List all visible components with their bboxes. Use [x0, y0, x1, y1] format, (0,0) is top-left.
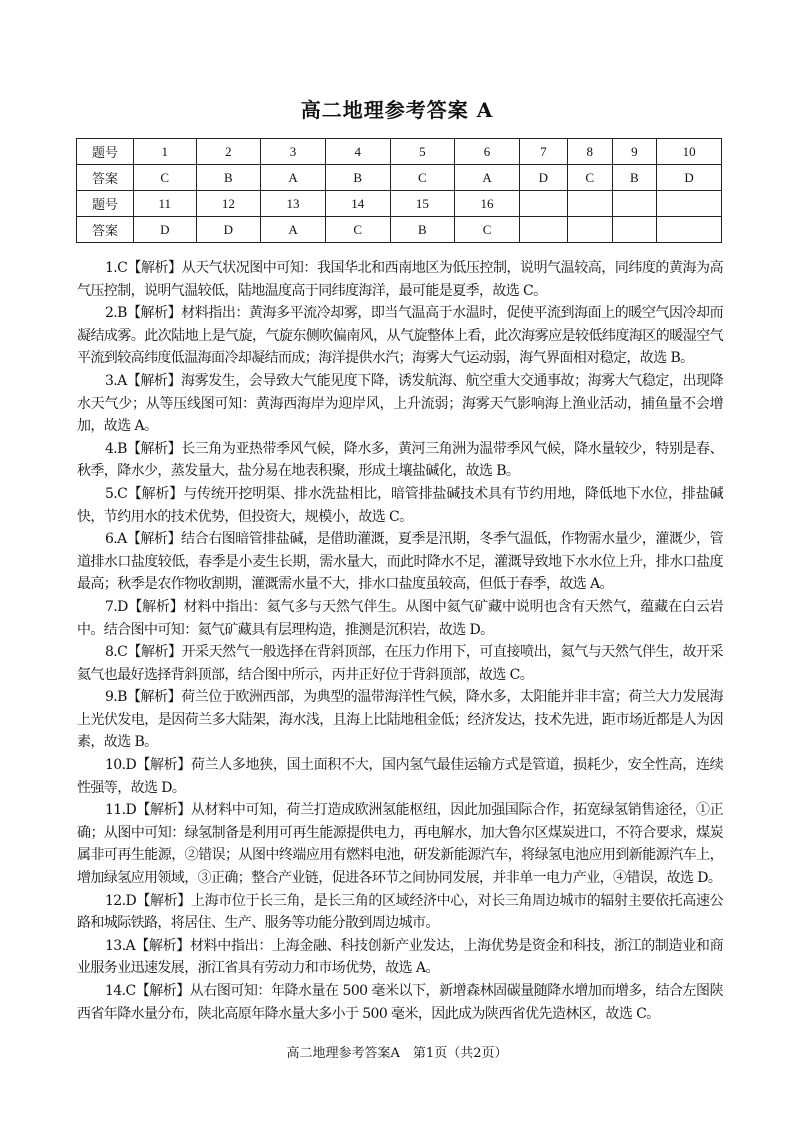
- explanation-paragraph: 1.C【解析】从天气状况图中可知：我国华北和西南地区为低压控制，说明气温较高，同纬度的黄海为高气压控制，说明气温较低，陆地温度高于同纬度海洋，最可能是夏季，故选 C。: [77, 260, 723, 299]
- table-cell: [567, 217, 612, 243]
- table-cell: 4: [325, 139, 390, 165]
- table-cell: 12: [196, 191, 261, 217]
- row-header-cell: 答案: [77, 217, 134, 243]
- table-cell: C: [455, 217, 520, 243]
- table-cell: D: [519, 165, 567, 191]
- table-cell: B: [390, 217, 455, 243]
- table-cell: 5: [390, 139, 455, 165]
- table-cell: 2: [196, 139, 261, 165]
- row-header-cell: 题号: [77, 191, 134, 217]
- row-header-cell: 答案: [77, 165, 134, 191]
- table-cell: 3: [261, 139, 326, 165]
- table-cell: C: [390, 165, 455, 191]
- table-cell: A: [261, 165, 326, 191]
- explanation-paragraph: 11.D【解析】从材料中可知，荷兰打造成欧洲氢能枢纽，因此加强国际合作，拓宽绿氢销售途径，①正确；从图中可知：绿氢制备是利用可再生能源提供电力，再电解水，加大鲁尔区煤炭进口，不符合要求，煤炭属非可再生能源，②错误；从图中终端应用有燃料电池，研发新能源汽车，将绿氢电池应用到新能源汽车上，增加绿氢应用领域，③正确；整合产业链，促进各环节之间协同发展，并非单一电力产业，④错误，故选 D。: [77, 802, 723, 887]
- table-cell: 14: [325, 191, 390, 217]
- table-cell: 1: [134, 139, 197, 165]
- table-cell: 6: [455, 139, 520, 165]
- table-cell: 11: [134, 191, 197, 217]
- table-cell: [519, 217, 567, 243]
- table-cell: C: [567, 165, 612, 191]
- table-cell: [519, 191, 567, 217]
- table-cell: [657, 217, 722, 243]
- explanations: [77, 257, 723, 1025]
- table-cell: A: [455, 165, 520, 191]
- explanation-paragraph: 3.A【解析】海雾发生，会导致大气能见度下降，诱发航海、航空重大交通事故；海雾大气稳定，出现降水天气少；从等压线图可知：黄海西海岸为迎岸风，上升流弱；海雾天气影响海上渔业活动，捕鱼量不会增加，故选 A。: [77, 372, 723, 435]
- table-row: [77, 139, 722, 165]
- table-cell: A: [261, 217, 326, 243]
- explanation-paragraph: 10.D【解析】荷兰人多地狭，国土面积不大，国内氢气最佳运输方式是管道，损耗少，安全性高，连续性强等，故选 D。: [77, 757, 723, 796]
- explanation-paragraph: 6.A【解析】结合右图暗管排盐碱，是借助灌溉，夏季是汛期，冬季气温低，作物需水量少，灌溉少，管道排水口盐度较低，春季是小麦生长期，需水量大，而此时降水不足，灌溉导致地下水水位上升，排水口盐度最高；秋季是农作物收割期，灌溉需水量不大，排水口盐度虽较高，但低于春季，故选 A。: [77, 531, 723, 593]
- table-cell: C: [325, 217, 390, 243]
- table-cell: [567, 191, 612, 217]
- table-cell: [657, 191, 722, 217]
- table-cell: 15: [390, 191, 455, 217]
- explanation-paragraph: 7.D【解析】材料中指出：氦气多与天然气伴生。从图中氦气矿藏中说明也含有天然气，蕴藏在白云岩中。结合图中可知：氦气矿藏具有层理构造，推测是沉积岩，故选 D。: [77, 598, 723, 638]
- row-header-cell: 题号: [77, 139, 134, 165]
- table-cell: [612, 191, 657, 217]
- explanation-paragraph: 5.C【解析】与传统开挖明渠、排水洗盐相比，暗管排盐碱技术具有节约用地，降低地下水位，排盐碱快，节约用水的技术优势，但投资大，规模小，故选 C。: [77, 485, 723, 525]
- table-cell: D: [657, 165, 722, 191]
- table-cell: [612, 217, 657, 243]
- table-cell: C: [134, 165, 197, 191]
- table-row: [77, 217, 722, 243]
- explanation-paragraph: 13.A【解析】材料中指出：上海金融、科技创新产业发达，上海优势是资金和科技，浙江的制造业和商业服务业迅速发展，浙江省具有劳动力和市场优势，故选 A。: [77, 937, 723, 977]
- table-cell: B: [196, 165, 261, 191]
- explanation-paragraph: 2.B【解析】材料指出：黄海多平流冷却雾，即当气温高于水温时，促使平流到海面上的暖空气因冷却而凝结成雾。此次陆地上是气旋，气旋东侧吹偏南风，从气旋整体上看，此次海雾应是较低纬度海区的暖湿空气平流到较高纬度低温海面冷却凝结而成；海洋提供水汽；海雾大气运动弱，海气界面相对稳定，故选 B。: [77, 305, 723, 367]
- table-row: [77, 165, 722, 191]
- explanation-paragraph: 4.B【解析】长三角为亚热带季风气候，降水多，黄河三角洲为温带季风气候，降水量较少，特别是春、秋季，降水少，蒸发量大，盐分易在地表积聚，形成土壤盐碱化，故选 B。: [77, 440, 723, 480]
- table-cell: 7: [519, 139, 567, 165]
- table-cell: 16: [455, 191, 520, 217]
- table-row: [77, 191, 722, 217]
- table-cell: 10: [657, 139, 722, 165]
- explanation-paragraph: 9.B【解析】荷兰位于欧洲西部，为典型的温带海洋性气候，降水多，太阳能并非丰富；荷兰大力发展海上光伏发电，是因荷兰多大陆架，海水浅，且海上比陆地租金低；经济发达，技术先进，距市场近都是人为因素，故选 B。: [77, 689, 723, 751]
- table-cell: 8: [567, 139, 612, 165]
- page-footer: 高二地理参考答案A 第1页（共2页）: [286, 1046, 508, 1061]
- explanation-paragraph: 14.C【解析】从右图可知：年降水量在 500 毫米以下，新增森林固碳量随降水增加而增多，结合左图陕西省年降水量分布，陕北高原年降水量大多小于 500 毫米，因此成为陕西省优先造林区，故选 C。: [77, 983, 723, 1022]
- table-cell: B: [325, 165, 390, 191]
- answer-table: [76, 138, 722, 243]
- table-cell: 13: [261, 191, 326, 217]
- table-cell: D: [196, 217, 261, 243]
- table-cell: 9: [612, 139, 657, 165]
- explanation-paragraph: 8.C【解析】开采天然气一般选择在背斜顶部，在压力作用下，可直接喷出，氦气与天然气伴生，故开采氦气也最好选择背斜顶部，结合图中所示，丙井正好位于背斜顶部，故选 C。: [77, 644, 723, 683]
- table-cell: D: [134, 217, 197, 243]
- explanation-paragraph: 12.D【解析】上海市位于长三角，是长三角的区域经济中心，对长三角周边城市的辐射主要依托高速公路和城际铁路，将居住、生产、服务等功能分散到周边城市。: [77, 892, 723, 932]
- table-cell: B: [612, 165, 657, 191]
- page-title: 高二地理参考答案 A: [300, 98, 494, 122]
